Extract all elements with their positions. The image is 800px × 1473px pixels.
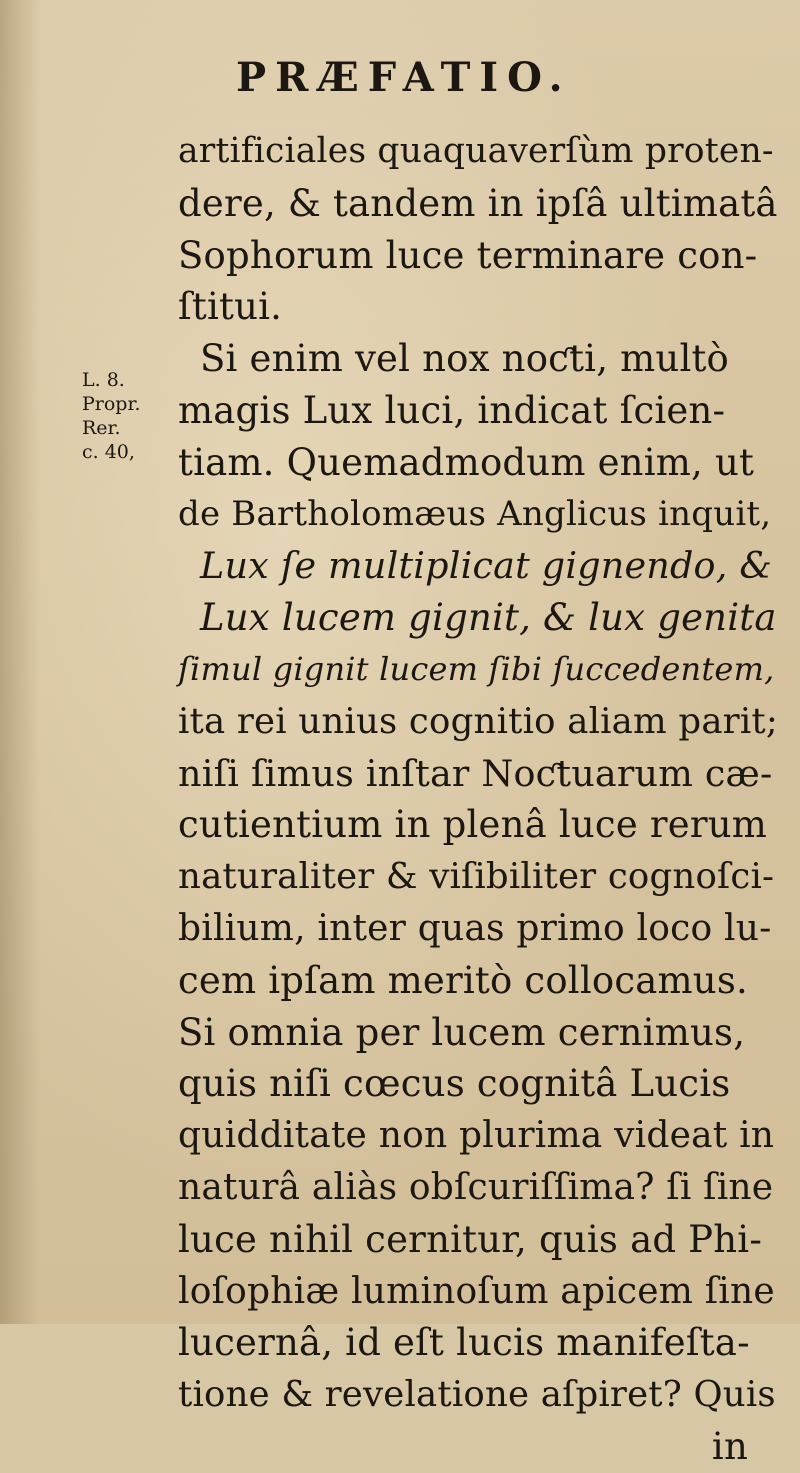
text-line: dere, & tandem in ipſâ ultimatâ: [178, 181, 778, 225]
text-line: ita rei unius cognitio aliam parit;: [178, 700, 779, 742]
text-line: magis Lux luci, indicat ſcien-: [178, 388, 726, 432]
margin-note: [82, 368, 192, 464]
margin-note-title-2: Rer.: [82, 417, 121, 439]
text-line: Lux ſe multiplicat gignendo, &: [200, 544, 773, 588]
text-line: cutientium in plenâ luce rerum: [178, 803, 768, 847]
text-line: naturaliter & viſibiliter cognoſci-: [178, 856, 775, 898]
text-line: cem ipſam meritò collocamus.: [178, 958, 748, 1002]
text-line: ſtitui.: [178, 285, 283, 329]
text-line: tiam. Quemadmodum enim, ut: [178, 440, 755, 484]
text-line: quis niſi cœcus cognitâ Lucis: [178, 1062, 731, 1106]
text-line: Lux lucem gignit, & lux genita: [200, 596, 777, 640]
running-head: PRÆFATIO.: [236, 54, 572, 101]
text-line: Si enim vel nox noƈti, multò: [200, 337, 730, 381]
gutter-shadow: [0, 0, 40, 1324]
text-line: artificiales quaquaverſùm proten-: [178, 131, 774, 171]
text-line: loſophiæ luminoſum apicem ſine: [178, 1270, 775, 1312]
text-line: Sophorum luce terminare con-: [178, 233, 758, 277]
text-line: ſimul gignit lucem ſibi ſuccedentem,: [178, 649, 775, 688]
text-line: lucernâ, id eſt lucis manifeſta-: [178, 1321, 750, 1365]
text-line: luce nihil cernitur, quis ad Phi-: [178, 1217, 763, 1261]
text-line: naturâ aliàs obſcuriſſima? ſi ſine: [178, 1166, 774, 1208]
catchword: in: [711, 1424, 748, 1468]
text-line: tione & revelatione aſpiret? Quis: [178, 1374, 776, 1416]
text-line: niſi ſimus inſtar Noƈtuarum cæ-: [178, 751, 773, 795]
body-text: [178, 126, 778, 1473]
margin-note-book: L. 8.: [82, 369, 125, 391]
text-line: bilium, inter quas primo loco lu-: [178, 907, 772, 949]
text-line: quidditate non plurima videat in: [178, 1115, 775, 1157]
margin-note-chapter: c. 40,: [82, 441, 135, 463]
text-line: Si omnia per lucem cernimus,: [178, 1010, 746, 1054]
margin-note-title-1: Propr.: [82, 393, 141, 415]
text-line: de Bartholomæus Anglicus inquit,: [178, 493, 772, 534]
